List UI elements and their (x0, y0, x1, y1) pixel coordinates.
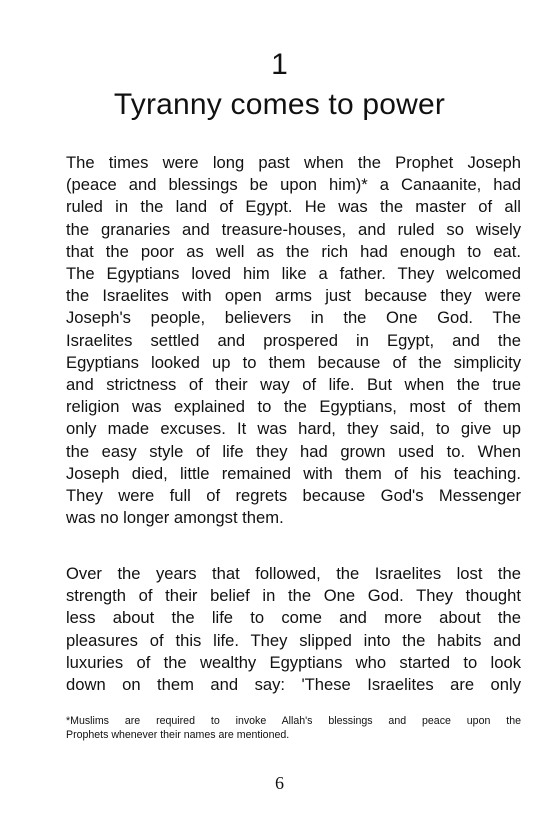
chapter-number: 1 (271, 48, 288, 81)
paragraph-line: Israelites settled and prospered in Egypt, and the (66, 330, 521, 350)
paragraph-line: They were full of regrets because God's Messenger (66, 486, 521, 506)
page-number: 6 (275, 773, 284, 793)
paragraph-line: the granaries and treasure-houses, and ruled so wisely (66, 219, 521, 239)
footnote-line: *Muslims are required to invoke Allah's blessings and peace upon the (66, 715, 521, 727)
paragraph-line: ruled in the land of Egypt. He was the master of all (66, 197, 521, 217)
paragraph-line: strength of their belief in the One God. They thought (66, 586, 521, 606)
paragraph-line: down on them and say: 'These Israelites are only (66, 675, 521, 695)
paragraph-line: less about the life to come and more about the (66, 608, 521, 628)
paragraph-line: (peace and blessings be upon him)* a Canaanite, had (66, 175, 521, 195)
paragraph-line: pleasures of this life. They slipped into the habits and (66, 630, 521, 650)
paragraph-line: the easy style of life they had grown used to. When (66, 441, 521, 461)
paragraph-line: religion was explained to the Egyptians, most of them (66, 397, 521, 417)
paragraph-line: The Egyptians loved him like a father. They welcomed (66, 264, 521, 284)
paragraph-line: Joseph's people, believers in the One God. The (66, 308, 521, 328)
paragraph-line: Over the years that followed, the Israelites lost the (66, 564, 521, 583)
paragraph-line: was no longer amongst them. (66, 508, 284, 528)
paragraph-line: that the poor as well as the rich had enough to eat. (66, 241, 521, 261)
footnote (66, 714, 521, 742)
paragraph-line: luxuries of the wealthy Egyptians who started to look (66, 652, 521, 672)
footnote-line: Prophets whenever their names are mentioned. (66, 729, 290, 741)
paragraph-line: Joseph died, little remained with them of his teaching. (66, 463, 521, 483)
chapter-title: Tyranny comes to power (113, 88, 446, 121)
paragraph-2 (66, 563, 521, 696)
paragraph-1 (66, 152, 521, 529)
paragraph-line: and strictness of their way of life. But when the true (66, 375, 521, 395)
paragraph-line: Egyptians looked up to them because of the simplicity (66, 352, 521, 372)
paragraph-line: The times were long past when the Prophet Joseph (66, 153, 521, 172)
paragraph-line: the Israelites with open arms just because they were (66, 286, 521, 306)
paragraph-line: only made excuses. It was hard, they said, to give up (66, 419, 521, 439)
